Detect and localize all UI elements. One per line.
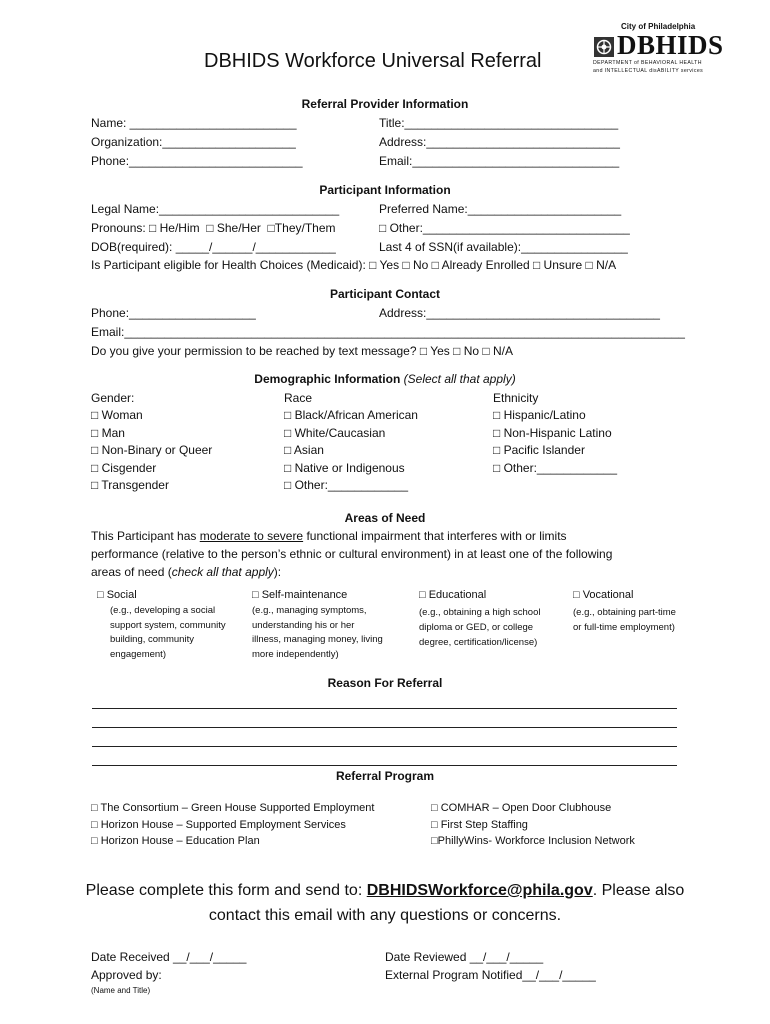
date-reviewed-field[interactable]: Date Reviewed __/___/_____: [385, 950, 544, 964]
gender-label: Gender:: [91, 391, 135, 405]
program-first-step-checkbox[interactable]: □ First Step Staffing: [431, 819, 528, 831]
dob-field[interactable]: DOB(required): _____/______/____________: [91, 240, 336, 254]
external-notified-field[interactable]: External Program Notified__/___/_____: [385, 968, 596, 982]
race-black-checkbox[interactable]: □ Black/African American: [284, 408, 418, 422]
provider-organization-field[interactable]: Organization:____________________: [91, 135, 296, 149]
need-social-checkbox[interactable]: □ Social: [97, 589, 137, 601]
contact-phone-field[interactable]: Phone:___________________: [91, 306, 256, 320]
need-self-maintenance-desc-1: (e.g., managing symptoms,: [252, 605, 367, 616]
needs-intro-underline: moderate to severe: [199, 529, 304, 543]
ethnicity-nonhispanic-checkbox[interactable]: □ Non-Hispanic Latino: [493, 426, 612, 440]
needs-intro-italic: check all that apply: [171, 565, 274, 579]
provider-heading: Referral Provider Information: [301, 97, 469, 111]
demographic-heading-text: Demographic Information: [254, 372, 401, 386]
demographic-heading: [0, 371, 770, 388]
need-social-desc-3: building, community: [110, 634, 194, 645]
race-native-checkbox[interactable]: □ Native or Indigenous: [284, 461, 405, 475]
needs-intro-text-b: functional impairment that interferes with or limits: [303, 529, 567, 543]
page-title: DBHIDS Workforce Universal Referral: [204, 50, 542, 72]
instructions-line2: contact this email with any questions or concerns.: [208, 907, 562, 924]
gender-transgender-checkbox[interactable]: □ Transgender: [91, 478, 169, 492]
ethnicity-other-checkbox[interactable]: □ Other:____________: [493, 461, 618, 475]
contact-address-field[interactable]: Address:___________________________________: [379, 306, 660, 320]
race-white-checkbox[interactable]: □ White/Caucasian: [284, 426, 386, 440]
need-self-maintenance-desc-2: understanding his or her: [252, 619, 355, 631]
need-educational-checkbox[interactable]: □ Educational: [419, 589, 487, 601]
provider-address-field[interactable]: Address:_____________________________: [379, 135, 620, 149]
provider-email-field[interactable]: Email:_______________________________: [379, 154, 620, 168]
reason-heading: Reason For Referral: [327, 676, 443, 690]
needs-intro-line3: [91, 564, 281, 581]
reason-line-1[interactable]: [92, 708, 677, 709]
program-heading: Referral Program: [335, 769, 435, 783]
ethnicity-label: Ethnicity: [493, 391, 539, 405]
ethnicity-hispanic-checkbox[interactable]: □ Hispanic/Latino: [493, 408, 586, 422]
instructions-text-b: . Please also: [592, 882, 685, 899]
need-vocational-checkbox[interactable]: □ Vocational: [573, 589, 634, 601]
preferred-name-field[interactable]: Preferred Name:_______________________: [379, 202, 622, 216]
pronoun-other-field[interactable]: □ Other:_______________________________: [379, 221, 630, 235]
needs-intro-text-a: This Participant has: [91, 529, 200, 543]
need-educational-desc-2: diploma or GED, or college: [419, 622, 534, 633]
reason-line-3[interactable]: [92, 746, 677, 747]
program-consortium-checkbox[interactable]: □ The Consortium – Green House Supported Employment: [91, 802, 375, 814]
need-vocational-desc-2: or full-time employment): [573, 622, 675, 633]
logo-subtitle-1: DEPARTMENT of BEHAVIORAL HEALTH: [593, 60, 702, 66]
program-comhar-checkbox[interactable]: □ COMHAR – Open Door Clubhouse: [431, 802, 612, 814]
date-received-field[interactable]: Date Received __/___/_____: [91, 950, 247, 964]
contact-heading: Participant Contact: [329, 287, 440, 301]
provider-phone-field[interactable]: Phone:__________________________: [91, 154, 303, 168]
need-educational-desc-3: degree, certification/license): [419, 637, 538, 648]
approved-by-field[interactable]: Approved by:: [91, 968, 162, 982]
need-self-maintenance-desc-4: more independently): [252, 648, 339, 660]
program-horizon-supported-checkbox[interactable]: □ Horizon House – Supported Employment Services: [91, 819, 346, 831]
need-educational-desc-1: (e.g., obtaining a high school: [419, 607, 541, 618]
reason-line-2[interactable]: [92, 727, 677, 728]
demographic-heading-note: (Select all that apply): [403, 372, 516, 386]
instructions-line1: [0, 879, 770, 903]
race-other-checkbox[interactable]: □ Other:____________: [284, 478, 409, 492]
logo-subtitle-2: and INTELLECTUAL disABILITY services: [593, 68, 704, 74]
text-permission-options[interactable]: Do you give your permission to be reached by text message? □ Yes □ No □ N/A: [91, 344, 513, 358]
gender-cisgender-checkbox[interactable]: □ Cisgender: [91, 461, 157, 475]
needs-intro-line1: [91, 528, 567, 545]
race-asian-checkbox[interactable]: □ Asian: [284, 443, 324, 457]
legal-name-field[interactable]: Legal Name:___________________________: [91, 202, 340, 216]
medicaid-eligibility-options[interactable]: Is Participant eligible for Health Choices (Medicaid): □ Yes □ No □ Already Enrolled □ Unsure □ N/A: [91, 258, 617, 272]
ssn-field[interactable]: Last 4 of SSN(if available):________________: [379, 240, 628, 254]
ethnicity-pacific-checkbox[interactable]: □ Pacific Islander: [493, 443, 585, 457]
gender-woman-checkbox[interactable]: □ Woman: [91, 408, 143, 422]
logo-dbhids: DBHIDS: [617, 30, 724, 60]
provider-name-field[interactable]: Name: _________________________: [91, 116, 297, 130]
pronouns-options[interactable]: Pronouns: □ He/Him □ She/Her □They/Them: [91, 221, 336, 235]
need-social-desc-4: engagement): [110, 648, 166, 660]
need-social-desc-1: (e.g., developing a social: [110, 605, 216, 616]
contact-email-field[interactable]: Email:____________________________________________________________________________________: [91, 325, 685, 339]
race-label: Race: [284, 391, 313, 405]
needs-intro-text-d: ):: [273, 565, 282, 579]
program-phillywins-checkbox[interactable]: □PhillyWins- Workforce Inclusion Network: [431, 835, 635, 847]
needs-heading: Areas of Need: [344, 511, 426, 525]
contact-email-link[interactable]: DBHIDSWorkforce@phila.gov: [366, 882, 593, 899]
need-self-maintenance-desc-3: illness, managing money, living: [252, 634, 383, 645]
needs-intro-text-c: areas of need (: [91, 565, 172, 579]
program-horizon-education-checkbox[interactable]: □ Horizon House – Education Plan: [91, 835, 260, 847]
needs-intro-line2: performance (relative to the person’s ethnic or cultural environment) in at least one of the following: [91, 547, 613, 561]
provider-title-field[interactable]: Title:________________________________: [379, 116, 619, 130]
name-title-hint: (Name and Title): [91, 986, 151, 995]
logo-city-text: City of Philadelphia: [621, 22, 696, 31]
need-vocational-desc-1: (e.g., obtaining part-time: [573, 607, 676, 618]
participant-heading: Participant Information: [319, 183, 451, 197]
instructions-text-a: Please complete this form and send to:: [85, 882, 367, 899]
need-self-maintenance-checkbox[interactable]: □ Self-maintenance: [252, 589, 348, 601]
need-social-desc-2: support system, community: [110, 619, 226, 631]
city-seal-icon: [593, 36, 615, 58]
gender-man-checkbox[interactable]: □ Man: [91, 426, 125, 440]
reason-line-4[interactable]: [92, 765, 677, 766]
gender-nonbinary-checkbox[interactable]: □ Non-Binary or Queer: [91, 443, 213, 457]
